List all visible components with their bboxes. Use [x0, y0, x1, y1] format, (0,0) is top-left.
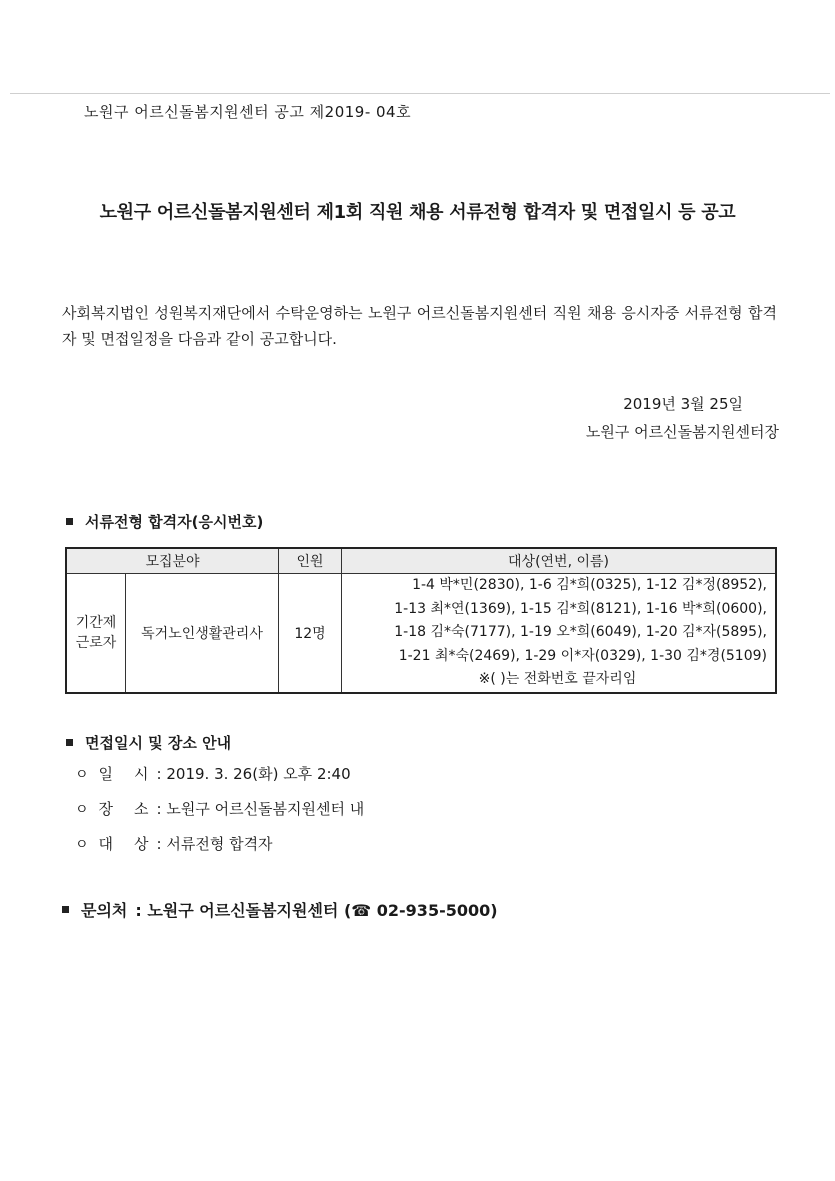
section-interview-title: 면접일시 및 장소 안내 — [85, 734, 232, 752]
notice-number: 노원구 어르신돌봄지원센터 공고 제2019- 04호 — [84, 103, 412, 121]
detail-value: : 서류전형 합격자 — [156, 835, 273, 853]
detail-label: 장 소 — [98, 800, 149, 818]
detail-target — [75, 833, 273, 854]
detail-value: : 2019. 3. 26(화) 오후 2:40 — [156, 765, 351, 783]
contact-info — [62, 898, 498, 921]
section-interview-heading — [66, 732, 231, 753]
detail-label: 대 상 — [98, 835, 149, 853]
detail-value: : 노원구 어르신돌봄지원센터 내 — [156, 800, 365, 818]
applicants-table — [65, 547, 777, 694]
table-note: ※( )는 전화번호 끝자리임 — [478, 671, 637, 687]
header-field: 모집분야 — [66, 548, 279, 574]
section-applicants-title: 서류전형 합격자(응시번호) — [85, 513, 264, 531]
circle-bullet-icon: ㅇ — [75, 836, 89, 853]
target-line: 1-18 김*숙(7177), 1-19 오*희(6049), 1-20 김*자(5895), — [394, 624, 767, 640]
header-count: 인원 — [279, 548, 342, 574]
table-row — [66, 574, 776, 693]
field-cell: 독거노인생활관리사 — [126, 574, 279, 693]
intro-paragraph: 사회복지법인 성원복지재단에서 수탁운영하는 노원구 어르신돌봄지원센터 직원 채용 응시자중 서류전형 합격자 및 면접일정을 다음과 같이 공고합니다. — [62, 304, 777, 348]
category-line: 근로자 — [75, 634, 117, 651]
top-rule — [10, 93, 830, 94]
target-line: 1-13 최*연(1369), 1-15 김*희(8121), 1-16 박*희(0600), — [394, 600, 767, 617]
square-bullet-icon — [66, 739, 73, 746]
circle-bullet-icon: ㅇ — [75, 766, 89, 783]
notice-date: 2019년 3월 25일 — [623, 395, 743, 413]
table-header-row — [66, 548, 776, 574]
square-bullet-icon — [62, 906, 69, 913]
page-title: 노원구 어르신돌봄지원센터 제1회 직원 채용 서류전형 합격자 및 면접일시 등 공고 — [99, 202, 736, 223]
category-cell — [66, 574, 126, 693]
header-targets: 대상(연번, 이름) — [342, 548, 777, 574]
category-line: 기간제 — [75, 614, 117, 631]
detail-place — [75, 798, 364, 819]
target-line: 1-21 최*숙(2469), 1-29 이*자(0329), 1-30 김*경(5109) — [398, 647, 767, 664]
signer: 노원구 어르신돌봄지원센터장 — [585, 423, 779, 441]
contact-label: 문의처 — [81, 901, 128, 920]
square-bullet-icon — [66, 518, 73, 525]
section-applicants-heading — [66, 511, 263, 532]
detail-label: 일 시 — [98, 765, 149, 783]
targets-cell — [342, 574, 777, 693]
detail-datetime — [75, 763, 351, 784]
count-cell: 12명 — [279, 574, 342, 693]
circle-bullet-icon: ㅇ — [75, 801, 89, 818]
target-line: 1-4 박*민(2830), 1-6 김*희(0325), 1-12 김*정(8952), — [412, 577, 767, 593]
contact-value: : 노원구 어르신돌봄지원센터 (☎ 02-935-5000) — [135, 901, 498, 920]
